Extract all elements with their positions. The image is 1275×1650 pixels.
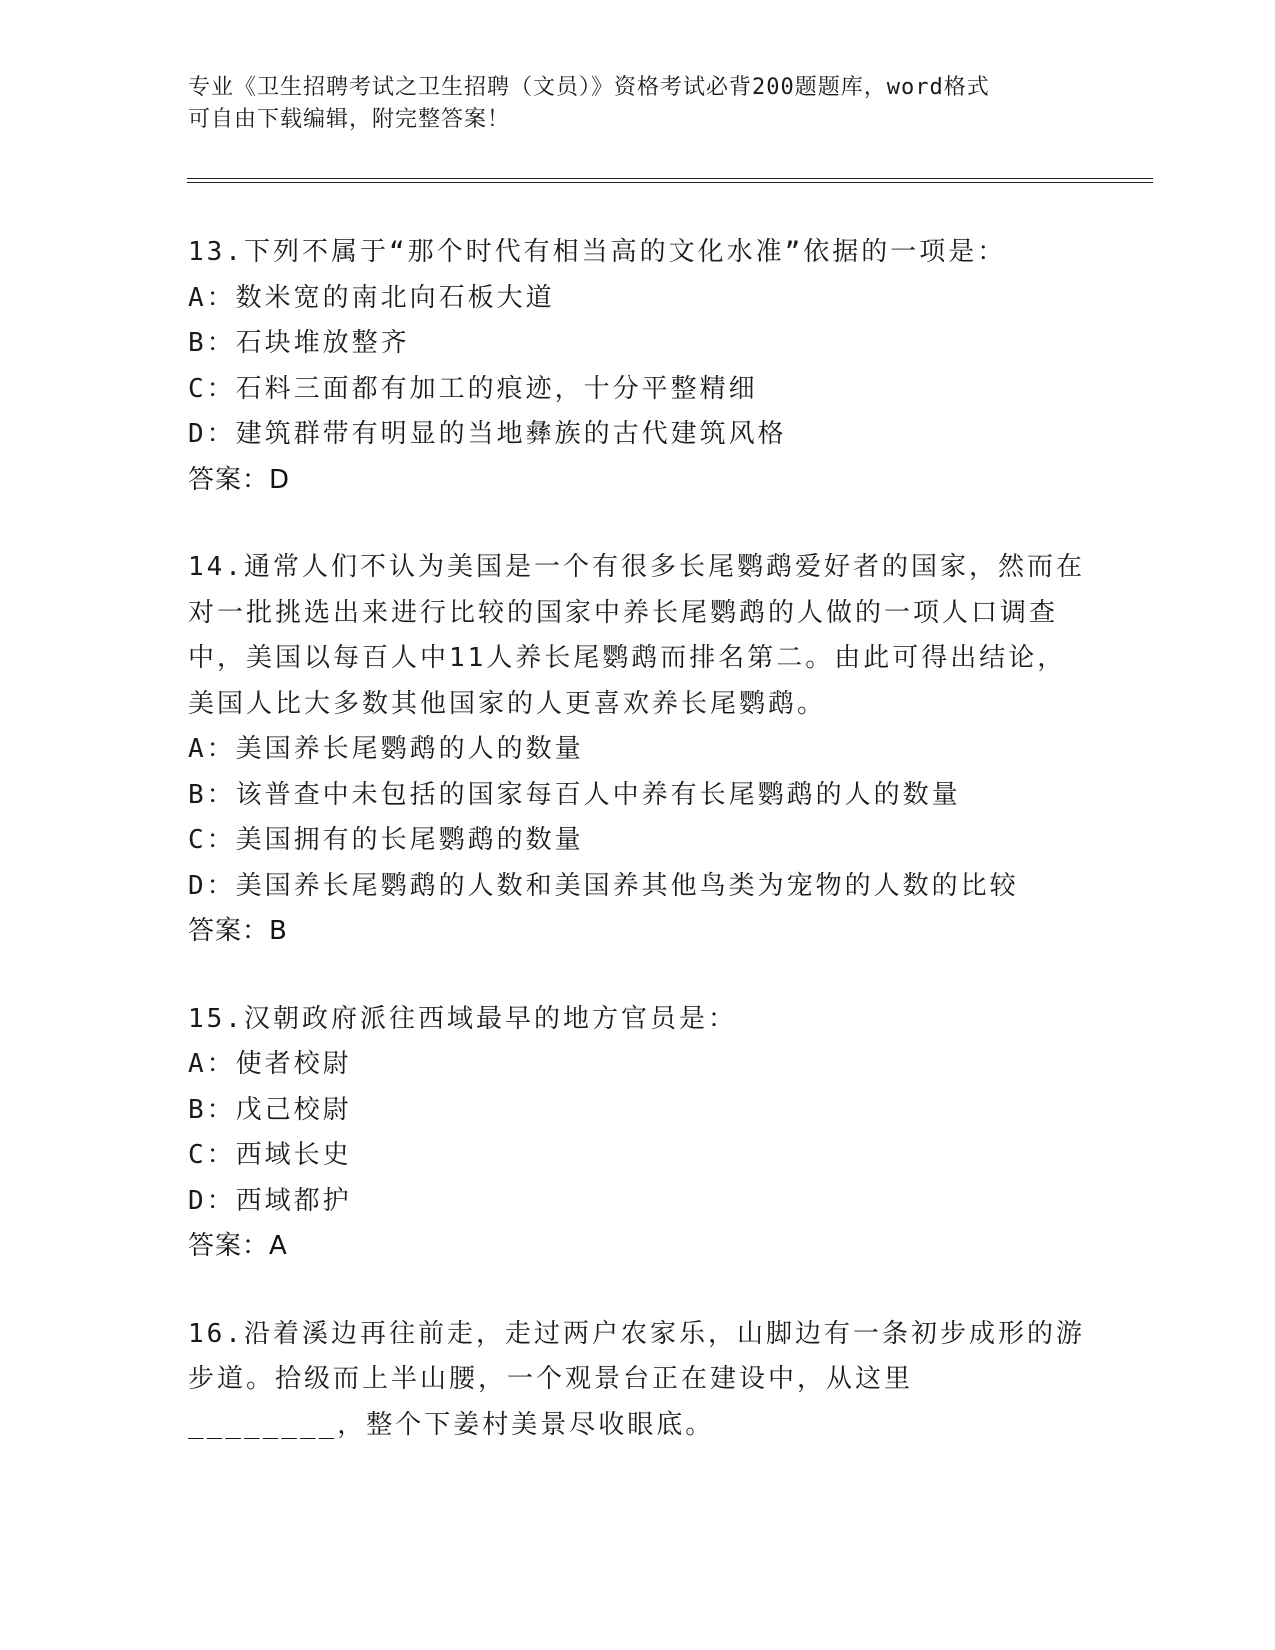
header-title-line-1: 专业《卫生招聘考试之卫生招聘（文员）》资格考试必背200题题库，word格式	[188, 75, 990, 100]
question-13	[188, 230, 1088, 503]
option-a: A：使者校尉	[188, 1049, 352, 1079]
option-d: D：西域都护	[188, 1185, 352, 1216]
option-a: A：数米宽的南北向石板大道	[188, 282, 555, 313]
option-d: D：建筑群带有明显的当地彝族的古代建筑风格	[188, 419, 787, 449]
option-d: D：美国养长尾鹦鹉的人数和美国养其他鸟类为宠物的人数的比较	[188, 870, 1019, 901]
question-list	[188, 230, 1088, 1490]
answer-line: 答案：D	[188, 464, 291, 495]
question-text: 13.下列不属于“那个时代有相当高的文化水准”依据的一项是：	[188, 237, 1007, 267]
header-title-line-2: 可自由下载编辑，附完整答案！	[188, 107, 511, 132]
document-header	[188, 72, 1088, 136]
option-c: C：石料三面都有加工的痕迹，十分平整精细	[188, 373, 758, 404]
header-divider	[187, 178, 1153, 183]
question-text: 14.通常人们不认为美国是一个有很多长尾鹦鹉爱好者的国家，然而在对一批挑选出来进行比较的国家中养长尾鹦鹉的人做的一项人口调查中，美国以每百人中11人养长尾鹦鹉而排名第二。由此可得出结论，美国人比大多数其他国家的人更喜欢养长尾鹦鹉。	[188, 552, 1085, 719]
question-text: 15.汉朝政府派往西域最早的地方官员是：	[188, 1003, 737, 1034]
question-14	[188, 545, 1088, 955]
answer-line: 答案：B	[188, 916, 288, 946]
question-16	[188, 1312, 1088, 1449]
question-15	[188, 997, 1088, 1270]
answer-line: 答案：A	[188, 1231, 288, 1261]
option-c: C：西域长史	[188, 1140, 352, 1170]
option-a: A：美国养长尾鹦鹉的人的数量	[188, 734, 584, 764]
option-c: C：美国拥有的长尾鹦鹉的数量	[188, 825, 584, 855]
option-b: B：戊己校尉	[188, 1094, 352, 1125]
option-b: B：石块堆放整齐	[188, 328, 410, 358]
option-b: B：该普查中未包括的国家每百人中养有长尾鹦鹉的人的数量	[188, 779, 961, 810]
question-text: 16.沿着溪边再往前走，走过两户农家乐，山脚边有一条初步成形的游步道。拾级而上半山腰，一个观景台正在建设中，从这里________，整个下姜村美景尽收眼底。	[188, 1318, 1085, 1440]
